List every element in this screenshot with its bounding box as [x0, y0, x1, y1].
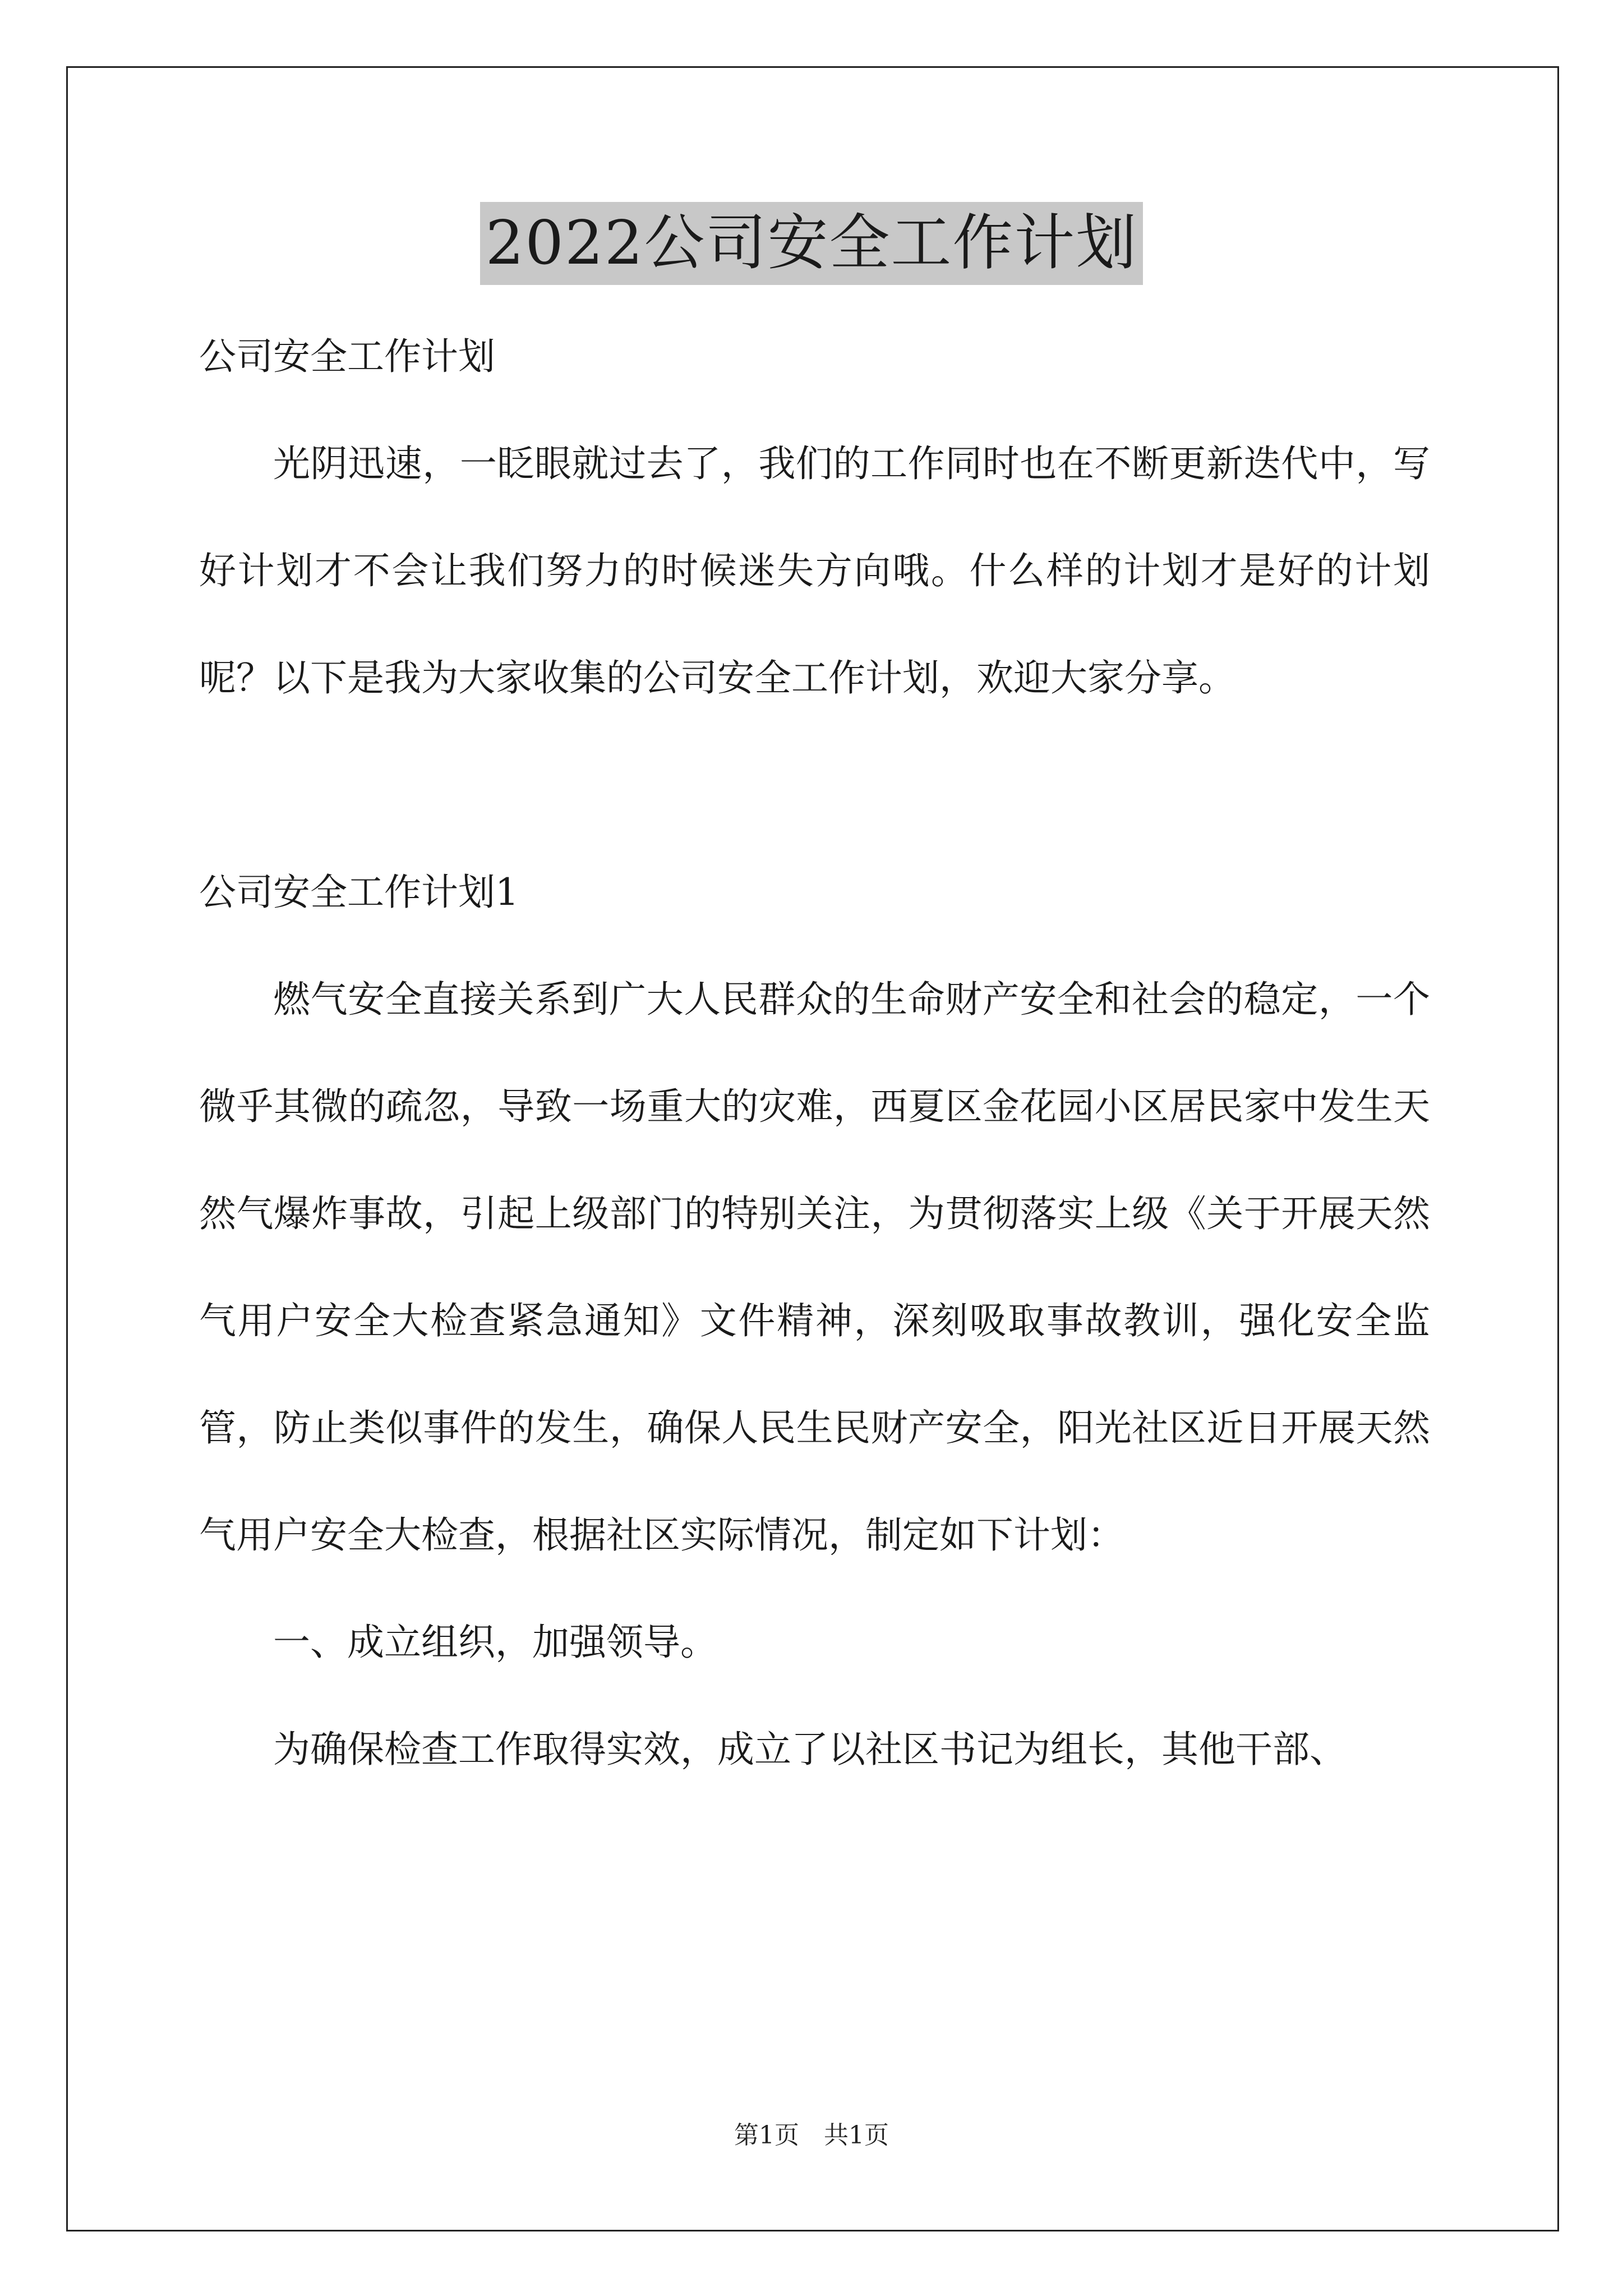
intro-paragraph: 光阴迅速，一眨眼就过去了，我们的工作同时也在不断更新迭代中，写好计划才不会让我们努力的时候迷失方向哦。什么样的计划才是好的计划呢？以下是我为大家收集的公司安全工作计划，欢迎大家分享。 [199, 442, 1430, 700]
section-heading: 公司安全工作计划 [199, 335, 495, 378]
body-paragraph: 燃气安全直接关系到广大人民群众的生命财产安全和社会的稳定，一个微乎其微的疏忽，导致一场重大的灾难，西夏区金花园小区居民家中发生天然气爆炸事故，引起上级部门的特别关注，为贯彻落实上级《关于开展天然气用户安全大检查紧急通知》文件精神，深刻吸取事故教训，强化安全监管，防止类似事件的发生，确保人民生民财产安全，阳光社区近日开展天然气用户安全大检查，根据社区实际情况，制定如下计划： [199, 978, 1430, 1557]
body-paragraph: 为确保检查工作取得实效，成立了以社区书记为组长，其他干部、 [273, 1728, 1347, 1771]
section-heading: 公司安全工作计划1 [199, 871, 519, 914]
document-title: 2022公司安全工作计划 [480, 202, 1144, 285]
subsection-heading: 一、成立组织，加强领导。 [273, 1621, 717, 1664]
spacer [199, 731, 1430, 839]
title-container [0, 202, 1623, 285]
document-body [199, 303, 1430, 1803]
page-footer: 第1页 共1页 [734, 2121, 889, 2150]
